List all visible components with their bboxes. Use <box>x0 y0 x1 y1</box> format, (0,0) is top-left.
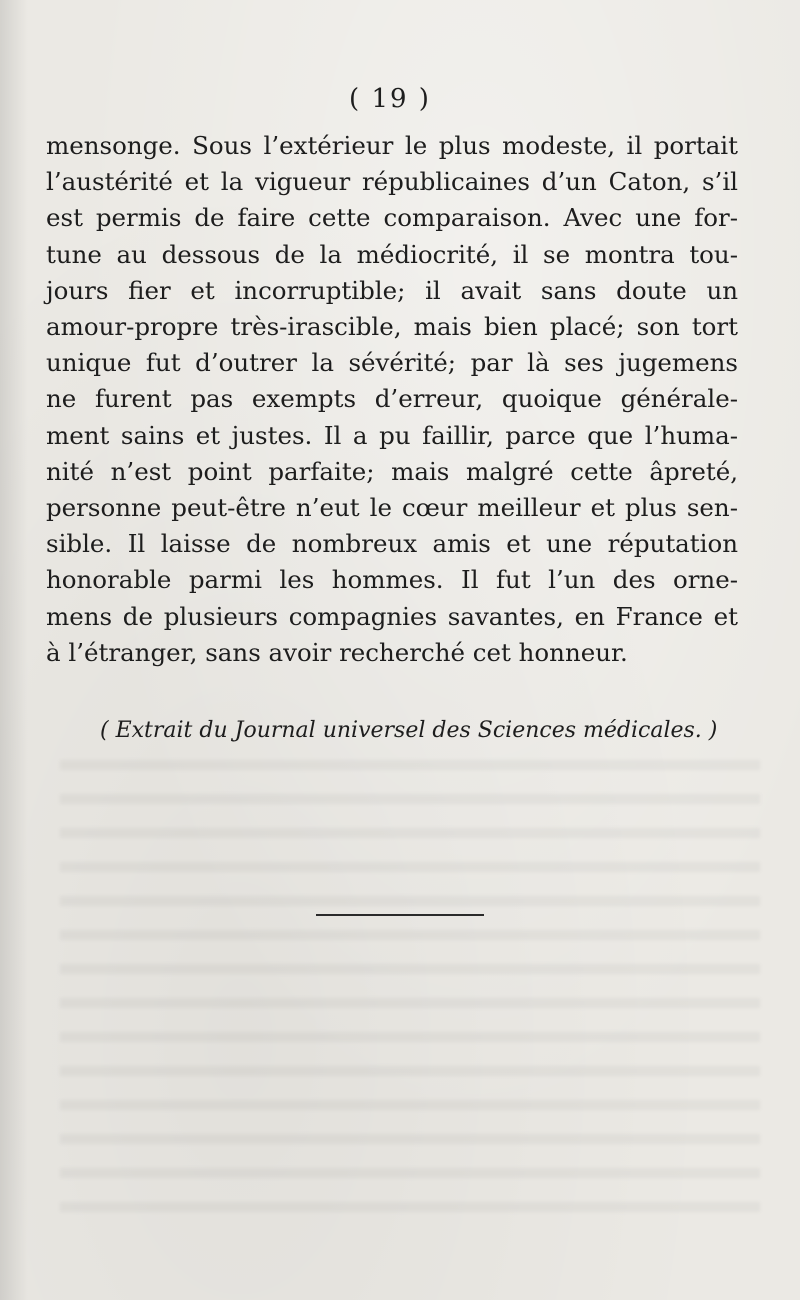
text-line: ment sains et justes. Il a pu faillir, parce que l’huma- <box>46 420 738 450</box>
source-citation: ( Extrait du Journal universel des Sciences médicales. ) <box>100 718 718 743</box>
text-line: jours fier et incorruptible; il avait sans doute un <box>46 275 738 305</box>
text-line: sible. Il laisse de nombreux amis et une réputation <box>46 529 738 559</box>
binding-shadow <box>0 0 28 1300</box>
text-line: est permis de faire cette comparaison. Avec une for- <box>46 203 738 233</box>
text-line: mens de plusieurs compagnies savantes, en France et <box>46 601 738 631</box>
text-line: ne furent pas exempts d’erreur, quoique générale- <box>46 384 738 414</box>
text-line: unique fut d’outrer la sévérité; par là ses jugemens <box>46 348 738 378</box>
text-line: l’austérité et la vigueur républicaines d’un Caton, s’il <box>46 167 738 197</box>
section-rule <box>316 914 484 916</box>
body-paragraph <box>46 128 738 671</box>
text-line: mensonge. Sous l’extérieur le plus modeste, il portait <box>46 131 738 160</box>
text-line: tune au dessous de la médiocrité, il se montra tou- <box>46 239 738 269</box>
page-number: ( 19 ) <box>349 84 431 114</box>
text-line: honorable parmi les hommes. Il fut l’un des orne- <box>46 565 738 595</box>
text-line: nité n’est point parfaite; mais malgré cette âpreté, <box>46 456 738 486</box>
text-line: amour-propre très-irascible, mais bien placé; son tort <box>46 312 738 342</box>
text-line: à l’étranger, sans avoir recherché cet honneur. <box>46 637 628 667</box>
text-line: personne peut-être n’eut le cœur meilleur et plus sen- <box>46 493 738 523</box>
show-through-bleed <box>60 760 760 1220</box>
